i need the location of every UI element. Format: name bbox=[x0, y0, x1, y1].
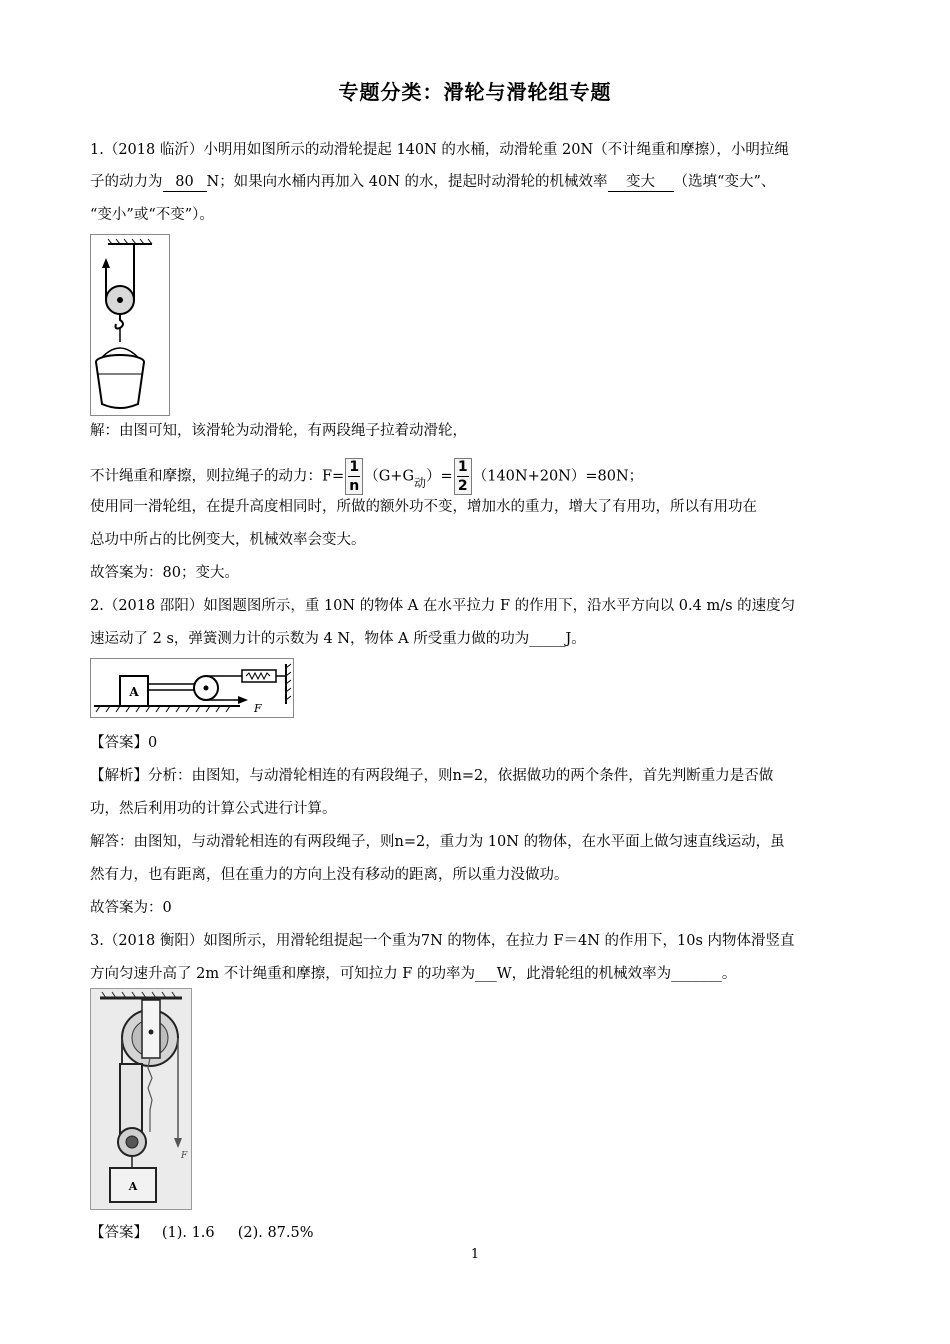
q3-line1: 3.（2018 衡阳）如图所示，用滑轮组提起一个重为7N 的物体，在拉力 F＝4N 的作用下，10s 内物体滑竖直 bbox=[90, 933, 795, 949]
fraction-bar bbox=[348, 476, 360, 477]
q1-solution-2-c: ）= bbox=[426, 468, 453, 485]
q2-solution-1: 解答：由图知，与动滑轮相连的有两段绳子，则n=2，重力为 10N 的物体，在水平面上做匀速直线运动，虽 bbox=[90, 834, 785, 850]
analysis-tag: 【解析】 bbox=[90, 768, 148, 784]
q2-line2: 速运动了 2 s，弹簧测力计的示数为 4 N，物体 A 所受重力做的功为_____J。 bbox=[90, 631, 586, 647]
block-a-label: A bbox=[129, 685, 139, 699]
q1-line2-b: N；如果向水桶内再加入 40N 的水，提起时动滑轮的机械效率 bbox=[206, 174, 608, 190]
answer-tag: 【答案】 bbox=[90, 735, 148, 751]
horizontal-pulley-figure bbox=[90, 658, 294, 718]
q1-line2 bbox=[90, 171, 775, 193]
page-number: 1 bbox=[470, 1247, 480, 1262]
q1-solution-2-d: （140N+20N）=80N； bbox=[472, 468, 644, 485]
fraction-denominator: 2 bbox=[457, 478, 468, 494]
q1-solution-2-a: 不计绳重和摩擦，则拉绳子的动力：F= bbox=[90, 468, 345, 485]
force-f-label: F bbox=[181, 1151, 188, 1161]
fraction-bar bbox=[457, 476, 469, 477]
q2-analysis-1 bbox=[90, 765, 773, 787]
q2-analysis-2: 功，然后利用功的计算公式进行计算。 bbox=[90, 801, 337, 817]
q1-blank1: 80 bbox=[163, 173, 207, 192]
force-f-label: F bbox=[254, 702, 262, 715]
fraction-denominator: n bbox=[349, 478, 360, 494]
q1-line3: “变小”或“不变”）。 bbox=[90, 207, 214, 223]
q2-solution-2: 然有力，也有距离，但在重力的方向上没有移动的距离，所以重力没做功。 bbox=[90, 867, 569, 883]
q1-solution-3: 使用同一滑轮组，在提升高度相同时，所做的额外功不变，增加水的重力，增大了有用功，所以有用功在 bbox=[90, 499, 757, 515]
fraction-1-over-2 bbox=[454, 458, 472, 495]
q1-solution-2 bbox=[90, 458, 643, 495]
q3-line2: 方向匀速升高了 2m 不计绳重和摩擦，可知拉力 F 的功率为___W，此滑轮组的机械效率为_______。 bbox=[90, 966, 737, 982]
q2-answer-value: 0 bbox=[148, 735, 158, 751]
subscript-dong: 动 bbox=[414, 475, 427, 490]
q1-solution-1: 解：由图可知，该滑轮为动滑轮，有两段绳子拉着动滑轮， bbox=[90, 423, 467, 439]
answer-tag: 【答案】 bbox=[90, 1225, 148, 1241]
pulley-block-figure bbox=[90, 988, 192, 1210]
fraction-numerator: 1 bbox=[349, 459, 360, 475]
q2-line1: 2.（2018 邵阳）如图题图所示，重 10N 的物体 A 在水平拉力 F 的作用下，沿水平方向以 0.4 m/s 的速度匀 bbox=[90, 598, 796, 614]
q1-line2-c: （选填“变大”、 bbox=[673, 174, 776, 190]
q1-solution-4: 总功中所占的比例变大，机械效率会变大。 bbox=[90, 532, 366, 548]
q2-analysis-text: 分析：由图知，与动滑轮相连的有两段绳子，则n=2，依据做功的两个条件，首先判断重力是否做 bbox=[148, 768, 774, 784]
q1-solution-2-b: （G+G bbox=[364, 468, 415, 485]
q3-answer-value: (1). 1.6 (2). 87.5% bbox=[148, 1225, 314, 1241]
q1-line1: 1.（2018 临沂）小明用如图所示的动滑轮提起 140N 的水桶，动滑轮重 20N（不计绳重和摩擦），小明拉绳 bbox=[90, 142, 789, 158]
q1-solution-5: 故答案为：80；变大。 bbox=[90, 565, 239, 581]
q1-blank2: 变大 bbox=[608, 173, 674, 192]
block-a-label: A bbox=[128, 1180, 138, 1193]
q2-solution-3: 故答案为：0 bbox=[90, 900, 172, 916]
q1-line2-a: 子的动力为 bbox=[90, 174, 163, 190]
fraction-1-over-n bbox=[345, 458, 363, 495]
fraction-numerator: 1 bbox=[457, 459, 468, 475]
movable-pulley-figure bbox=[90, 234, 170, 416]
page-title: 专题分类：滑轮与滑轮组专题 bbox=[338, 80, 612, 104]
q2-answer bbox=[90, 732, 157, 754]
q3-answer bbox=[90, 1222, 314, 1244]
